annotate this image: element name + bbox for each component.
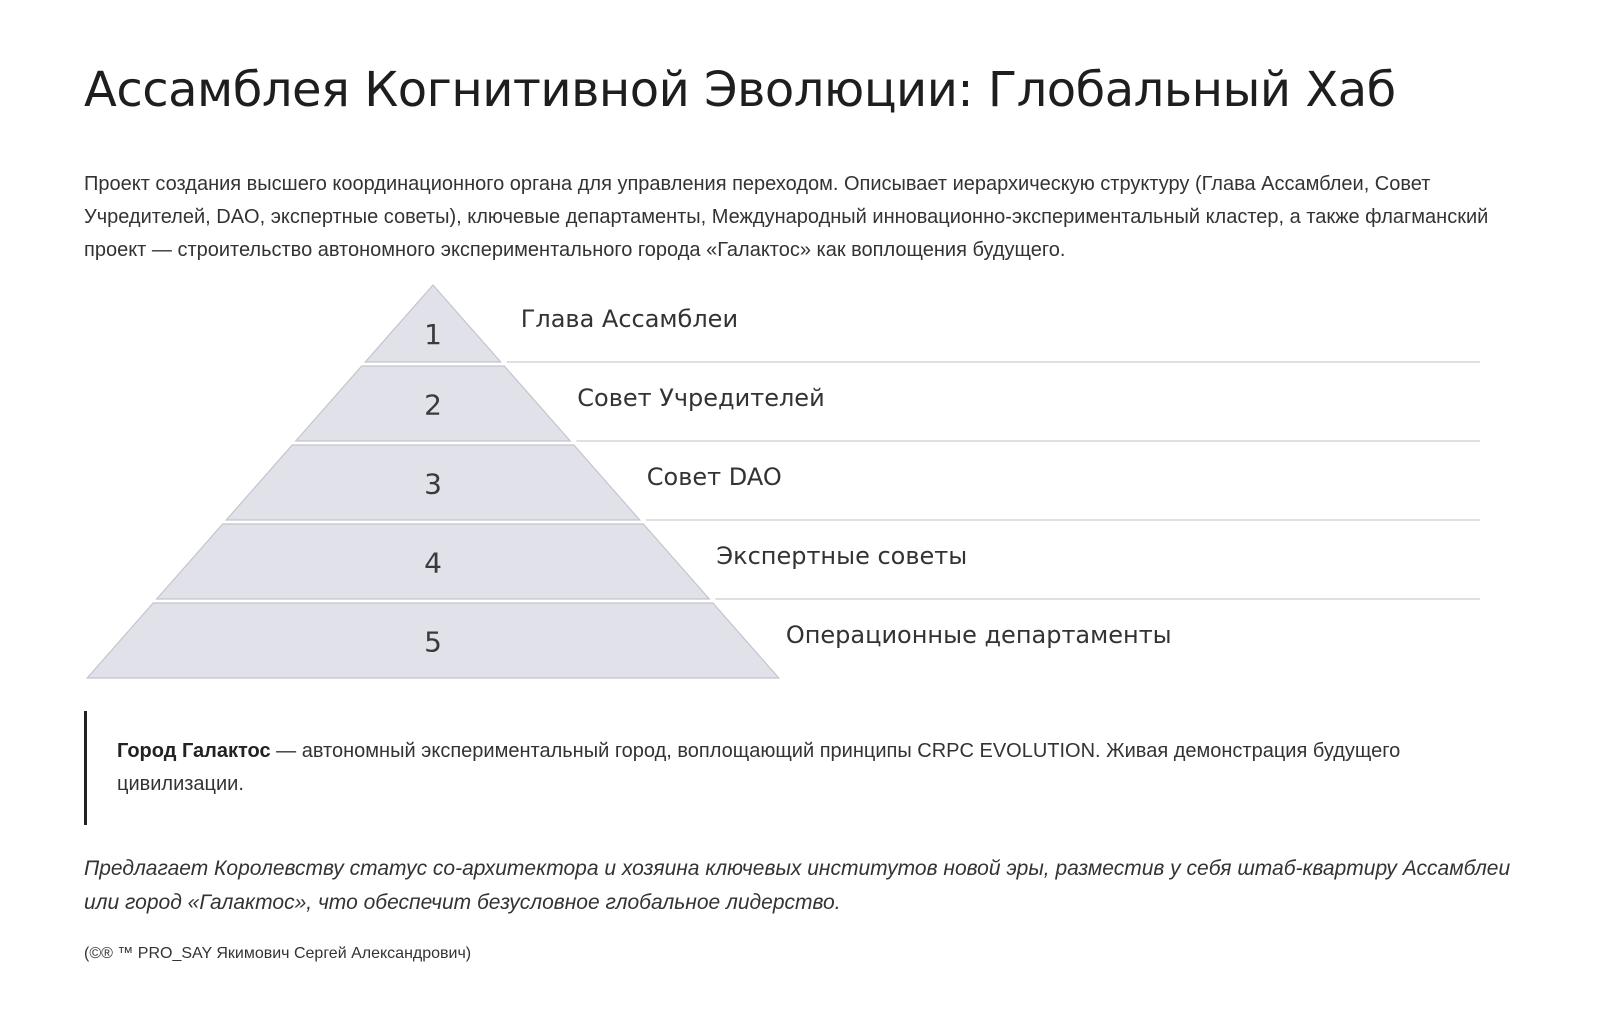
- callout-text: — автономный экспериментальный город, воплощающий принципы CRPC EVOLUTION. Живая демонстрация будущего цивилизации.: [117, 740, 1401, 795]
- page-title: Ассамблея Когнитивной Эволюции: Глобальный Хаб: [84, 62, 1396, 118]
- intro-paragraph: Проект создания высшего координационного органа для управления переходом. Описывает иерархическую структуру (Глава Ассамблеи, Совет Учредителей, DAO, экспертные советы), ключевые департаменты, Международный инновационно-экспериментальный кластер, а также флагманский проект — строительство автономного экспериментального города «Галактос» как воплощения будущего.: [84, 173, 1489, 261]
- galaktos-callout: [84, 711, 1480, 825]
- tier-number: 1: [424, 318, 442, 351]
- tier-label: Операционные департаменты: [785, 621, 1172, 649]
- tier-number: 2: [424, 388, 442, 422]
- callout-term: Город Галактос: [117, 740, 271, 762]
- tier-label: Глава Ассамблеи: [520, 305, 739, 333]
- tier-number: 3: [424, 467, 442, 501]
- closing-note: Предлагает Королевству статус со-архитектора и хозяина ключевых институтов новой эры, разместив у себя штаб-квартиру Ассамблеи или город «Галактос», что обеспечит безусловное глобальное лидерство.: [84, 857, 1511, 914]
- tier-label: Совет DAO: [646, 463, 782, 491]
- tier-label: Совет Учредителей: [577, 384, 825, 412]
- tier-number: 5: [424, 625, 442, 659]
- copyright-footer: (©® ™ PRO_SAY Якимович Сергей Александрович): [84, 945, 472, 962]
- tier-number: 4: [424, 546, 442, 580]
- tier-label: Экспертные советы: [716, 542, 968, 570]
